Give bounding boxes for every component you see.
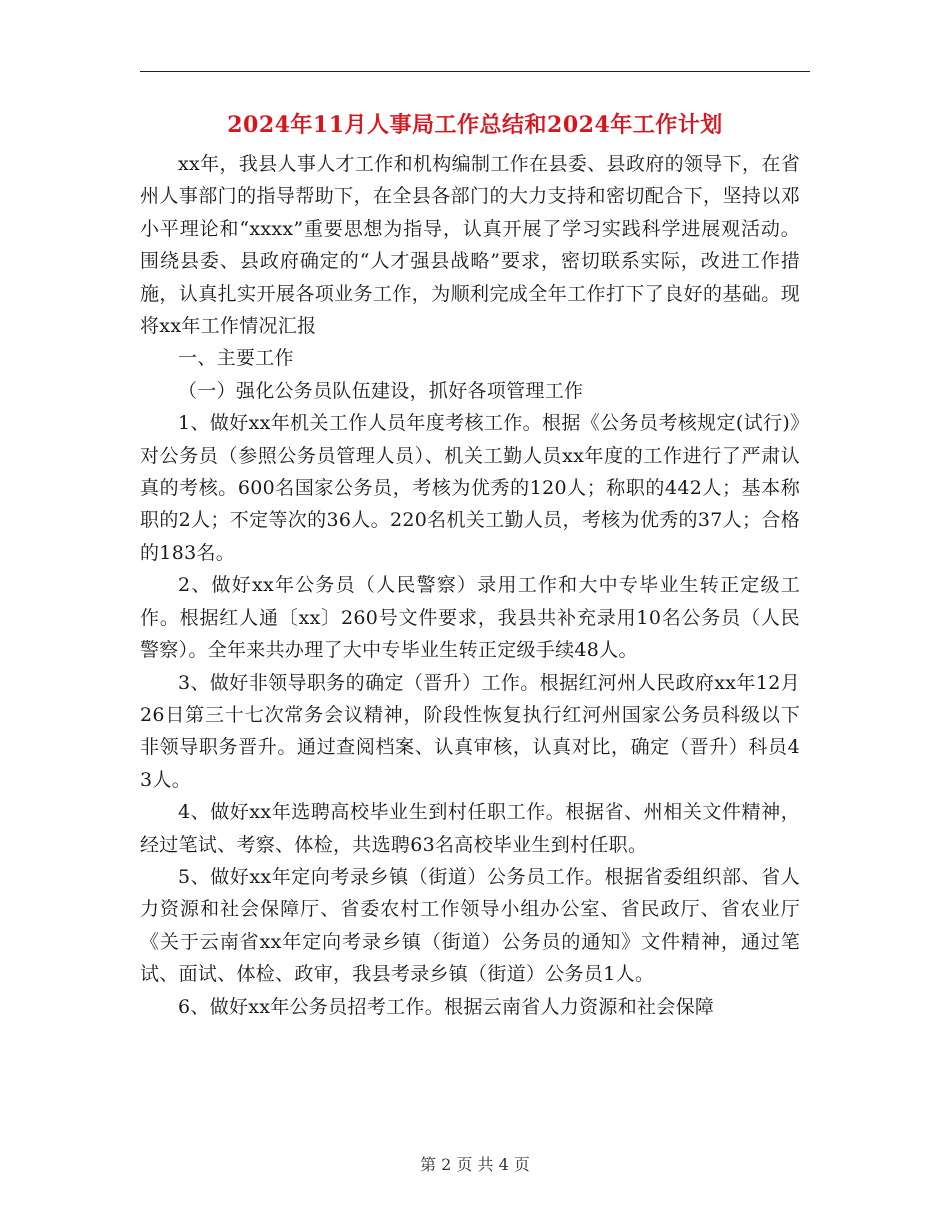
page-number: 第 2 页 共 4 页: [420, 1155, 530, 1174]
heading-main-work: 一、主要工作: [178, 347, 294, 370]
paragraph-item-1: 1、做好xx年机关工作人员年度考核工作。根据《公务员考核规定(试行)》对公务员（参照公务员管理人员）、机关工勤人员xx年度的工作进行了严肃认真的考核。600名国家公务员，考核为优秀的120人；称职的442人；基本称职的2人；不定等次的36人。220名机关工勤人员，考核为优秀的37人；合格的183名。: [140, 412, 800, 564]
document-body: [140, 148, 800, 1023]
paragraph-intro: xx年，我县人事人才工作和机构编制工作在县委、县政府的领导下，在省州人事部门的指导帮助下，在全县各部门的大力支持和密切配合下，坚持以邓小平理论和“xxxx”重要思想为指导，认真开展了学习实践科学进展观活动。围绕县委、县政府确定的“人才强县战略”要求，密切联系实际，改进工作措施，认真扎实开展各项业务工作，为顺利完成全年工作打下了良好的基础。现将xx年工作情况汇报: [140, 153, 800, 338]
paragraph-item-5: 5、做好xx年定向考录乡镇（街道）公务员工作。根据省委组织部、省人力资源和社会保障厅、省委农村工作领导小组办公室、省民政厅、省农业厅《关于云南省xx年定向考录乡镇（街道）公务员的通知》文件精神，通过笔试、面试、体检、政审，我县考录乡镇（街道）公务员1人。: [140, 865, 800, 986]
subheading-civil-servants: （一）强化公务员队伍建设，抓好各项管理工作: [178, 379, 584, 402]
paragraph-item-4: 4、做好xx年选聘高校毕业生到村任职工作。根据省、州相关文件精神，经过笔试、考察、体检，共选聘63名高校毕业生到村任职。: [140, 801, 800, 856]
paragraph-item-3: 3、做好非领导职务的确定（晋升）工作。根据红河州人民政府xx年12月26日第三十七次常务会议精神，阶段性恢复执行红河州国家公务员科级以下非领导职务晋升。通过查阅档案、认真审核，认真对比，确定（晋升）科员43人。: [140, 671, 800, 791]
header-rule: [140, 71, 810, 72]
paragraph-item-2: 2、做好xx年公务员（人民警察）录用工作和大中专毕业生转正定级工作。根据红人通〔xx〕260号文件要求，我县共补充录用10名公务员（人民警察）。全年来共办理了大中专毕业生转正定级手续48人。: [140, 574, 800, 662]
paragraph-item-6: 6、做好xx年公务员招考工作。根据云南省人力资源和社会保障: [178, 995, 715, 1018]
document-title: 2024年11月人事局工作总结和2024年工作计划: [227, 112, 723, 138]
